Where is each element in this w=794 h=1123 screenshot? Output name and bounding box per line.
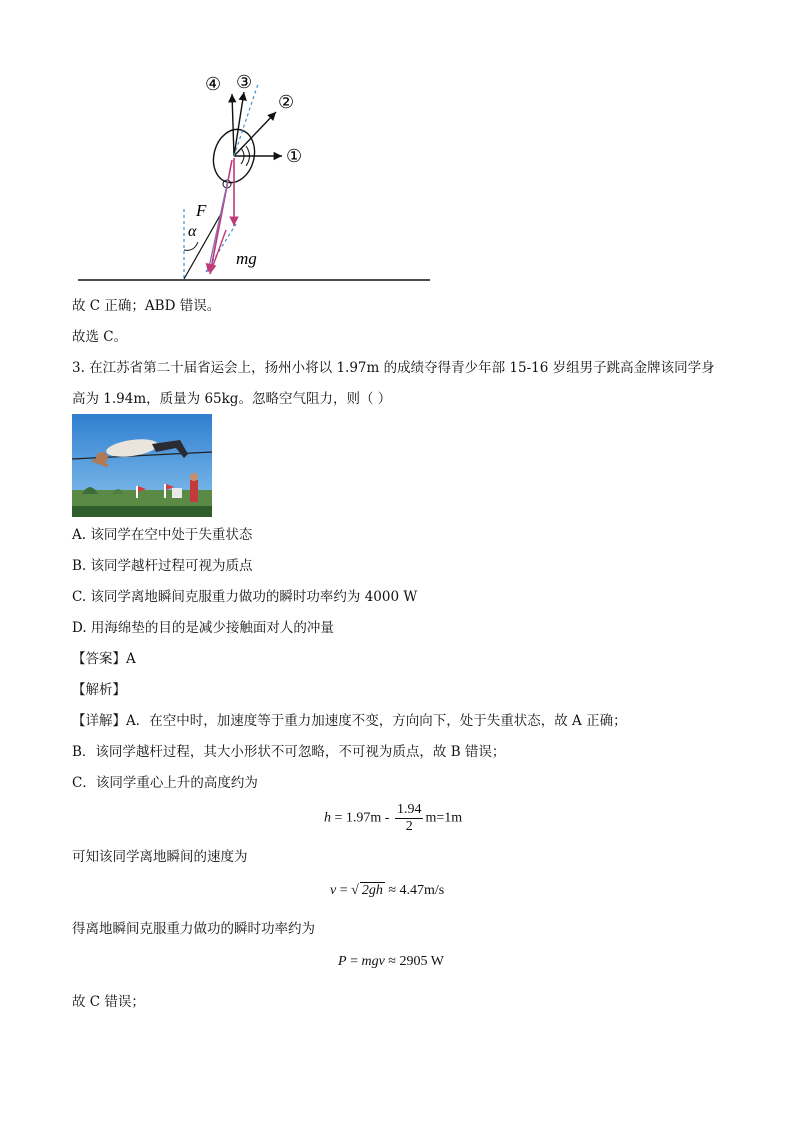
label-4: ④ — [205, 74, 222, 95]
resultant-arrow-2 — [208, 180, 228, 272]
label-mg: mg — [236, 249, 257, 268]
formula-h-den: 2 — [405, 819, 413, 834]
formula-p-eq: = — [346, 954, 362, 969]
formula-h-num: 1.94 — [396, 802, 422, 817]
formula-p-rest: ≈ 2905 W — [384, 954, 444, 969]
label-3: ③ — [236, 72, 253, 93]
formula-velocity — [330, 882, 444, 899]
option-c: C. 该同学离地瞬间克服重力做功的瞬时功率约为 4000 W — [72, 589, 418, 605]
formula-h-fraction — [395, 802, 424, 835]
answer-label: 【答案】A — [72, 651, 136, 667]
detail-c: C．该同学重心上升的高度约为 — [72, 775, 258, 791]
formula-v-rest: ≈ 4.47m/s — [384, 883, 445, 898]
analysis-label: 【解析】 — [72, 682, 126, 698]
label-1: ① — [286, 146, 303, 167]
question-stem-line-1: 3. 在江苏省第二十届省运会上，扬州小将以 1.97m 的成绩夺得青少年部 15-16 岁组男子跳高金牌该同学身 — [72, 360, 715, 376]
detail-a: 【详解】A．在空中时，加速度等于重力加速度不变，方向向下，处于失重状态，故 A 正确； — [72, 713, 627, 729]
formula-v-radicand: 2gh — [361, 883, 383, 898]
angle-arc — [184, 242, 198, 250]
force-diagram — [60, 60, 440, 290]
label-force-f: F — [196, 201, 207, 220]
arrow-4 — [232, 94, 234, 156]
formula-h-eq: = 1.97m - — [331, 810, 393, 826]
solution-line-2: 故选 C。 — [72, 329, 128, 345]
text-velocity: 可知该同学离地瞬间的速度为 — [72, 849, 248, 865]
force-arrow-f — [210, 160, 232, 274]
option-d: D. 用海绵垫的目的是减少接触面对人的冲量 — [72, 620, 334, 636]
formula-p-var: P — [338, 954, 347, 969]
detail-b: B．该同学越杆过程，其大小形状不可忽略，不可视为质点，故 B 错误； — [72, 744, 506, 760]
formula-height — [324, 802, 462, 835]
formula-v-var: v — [330, 883, 337, 898]
label-alpha: α — [188, 223, 197, 240]
sqrt-sign: √ — [351, 883, 359, 898]
formula-h-rest: m=1m — [425, 810, 463, 826]
text-power: 得离地瞬间克服重力做功的瞬时功率约为 — [72, 921, 315, 937]
option-a: A. 该同学在空中处于失重状态 — [72, 527, 253, 543]
formula-p-mgv: mgv — [361, 954, 385, 969]
label-2: ② — [278, 92, 295, 113]
solution-line-1: 故 C 正确；ABD 错误。 — [72, 298, 221, 314]
formula-v-eq: = — [336, 883, 352, 898]
formula-power — [338, 954, 444, 970]
high-jump-photo — [72, 414, 212, 517]
formula-h-var: h — [324, 810, 331, 826]
question-stem-line-2: 高为 1.94m，质量为 65kg。忽略空气阻力，则（ ） — [72, 391, 392, 407]
conclusion-c: 故 C 错误； — [72, 994, 145, 1010]
option-b: B. 该同学越杆过程可视为质点 — [72, 558, 253, 574]
